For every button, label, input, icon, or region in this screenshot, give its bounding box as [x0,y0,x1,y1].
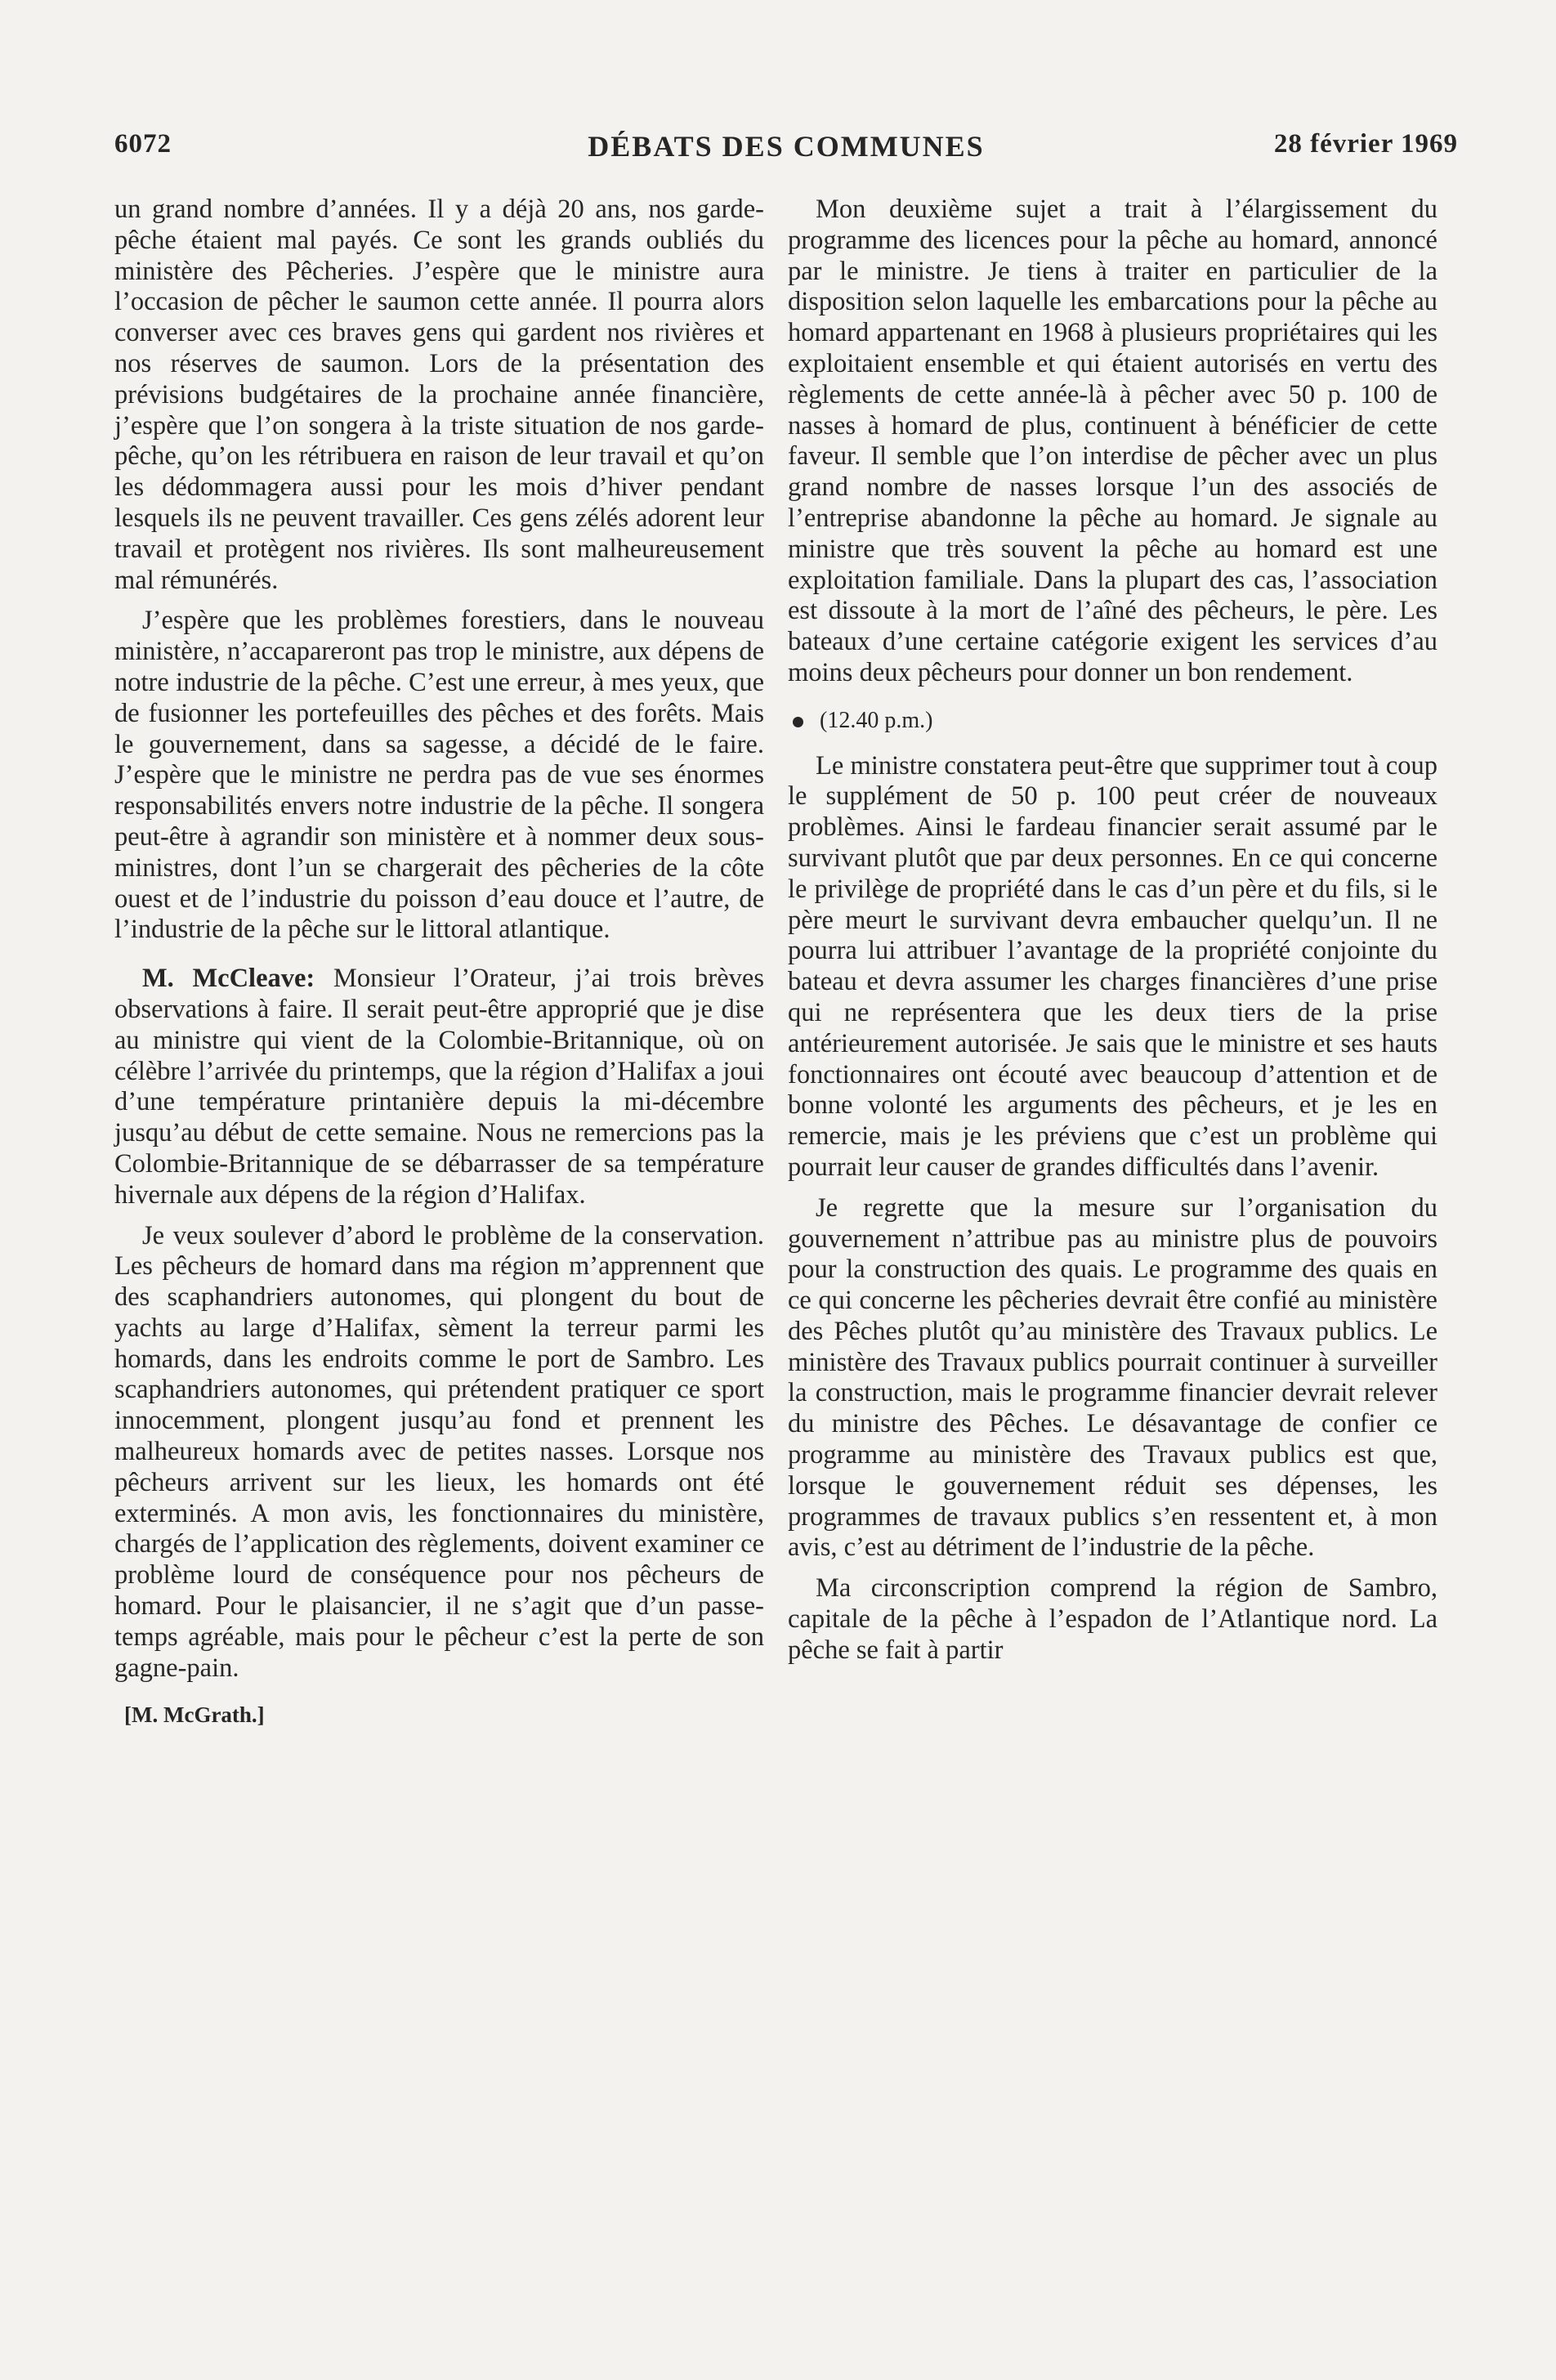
right-column [788,195,1438,1666]
right-paragraph-3: Je regrette que la mesure sur l’organisation du gouvernement n’attribue pas au ministre plus de pouvoirs pour la construction des quais. Le programme des quais en ce qui concerne les pêcheries devrait être confié au ministère des Pêches plutôt qu’au ministère des Travaux publics. Le ministère des Travaux publics pourrait continuer à surveiller la construction, mais le programme financier devrait relever du ministre des Pêches. Le désavantage de confier ce programme au ministère des Travaux publics est que, lorsque le gouvernement réduit ses dépenses, les programmes de travaux publics s’en ressentent et, à mon avis, c’est au détriment de l’industrie de la pêche. [788,1192,1438,1563]
speech-text: Monsieur l’Orateur, j’ai trois brèves observations à faire. Il serait peut-être approprié que je dise au ministre qui vient de la Colombie-Britannique, où on célèbre l’arrivée du printemps, que la région d’Halifax a joui d’une température printanière depuis la mi-décembre jusqu’au début de cette semaine. Nous ne remercions pas la Colombie-Britannique de se débarrasser de sa température hivernale aux dépens de la région d’Halifax. [114,964,765,1210]
right-paragraph-2: Le ministre constatera peut-être que supprimer tout à coup le supplément de 50 p. 100 peut créer de nouveaux problèmes. Ainsi le fardeau financier serait assumé par le survivant plutôt que par deux personnes. En ce qui concerne le privilège de propriété dans le cas d’un père et du fils, si le père meurt le survivant devra embaucher quelqu’un. Il ne pourra lui attribuer l’avantage de la propriété conjointe du bateau et devra assumer les charges financières d’une prise qui ne représentera que les deux tiers de la prise antérieurement autorisée. Je sais que le ministre et ses hauts fonctionnaires ont écouté avec beaucoup d’attention et de bonne volonté les arguments des pêcheurs, et je les en remercie, mais je les préviens que c’est un problème qui pourrait leur causer de grandes difficultés dans l’avenir. [788,750,1438,1182]
left-column [114,195,764,1731]
speech-mccleave [114,964,764,1210]
page-date: 28 février 1969 [1273,129,1458,159]
time-stamp-text: (12.40 p.m.) [820,707,933,733]
right-paragraph-4: Ma circonscription comprend la région de Sambro, capitale de la pêche à l’espadon de l’Atlantique nord. La pêche se fait à partir [788,1573,1438,1665]
page-header [114,129,1458,170]
left-paragraph-4: Je veux soulever d’abord le problème de la conservation. Les pêcheurs de homard dans ma région m’apprennent que des scaphandriers autonomes, qui plongent du bout de yachts au large d’Halifax, sèment la terreur parmi les homards, dans les endroits comme le port de Sambro. Les scaphandriers autonomes, qui prétendent pratiquer ce sport innocemment, plongent jusqu’au fond et prennent les malheureux homards avec de petites nasses. Lorsque nos pêcheurs arrivent sur les lieux, les homards ont été exterminés. A mon avis, les fonctionnaires du ministère, chargés de l’application des règlements, doivent examiner ce problème lourd de conséquence pour nos pêcheurs de homard. Pour le plaisancier, il ne s’agit que d’un passe-temps agréable, mais pour le pêcheur c’est la perte de son gagne-pain. [114,1220,764,1683]
page-number: 6072 [114,129,172,159]
publication-title: DÉBATS DES COMMUNES [588,130,985,163]
left-paragraph-2: J’espère que les problèmes forestiers, dans le nouveau ministère, n’accapareront pas trop le ministre, aux dépens de notre industrie de la pêche. C’est une erreur, à mes yeux, que de fusionner les portefeuilles des pêches et des forêts. Mais le gouvernement, dans sa sagesse, a décidé de le faire. J’espère que le ministre ne perdra pas de vue ses énormes responsabilités envers notre industrie de la pêche. Il songera peut-être à agrandir son ministère et à nommer deux sous-ministres, dont l’un se chargerait des pêcheries de la côte ouest et de l’industrie du poisson d’eau douce et l’autre, de l’industrie de la pêche sur le littoral atlantique. [114,606,764,945]
speaker-name: M. McCleave: [142,964,315,994]
left-paragraph-1: un grand nombre d’années. Il y a déjà 20 ans, nos garde-pêche étaient mal payés. Ce sont les grands oubliés du ministère des Pêcheries. J’espère que le ministre aura l’occasion de pêcher le saumon cette année. Il pourra alors converser avec ces braves gens qui gardent nos rivières et nos réserves de saumon. Lors de la présentation des prévisions budgétaires de la prochaine année financière, j’espère que l’on songera à la triste situation de nos garde-pêche, qu’on les rétribuera en raison de leur travail et qu’on les dédommagera aussi pour les mois d’hiver pendant lesquels ils ne peuvent travailler. Ces gens zélés adorent leur travail et protègent nos rivières. Ils sont malheureusement mal rémunérés. [114,195,764,595]
previous-speaker-note: [M. McGrath.] [124,1702,265,1728]
bullet-icon [793,717,803,727]
time-stamp [793,705,1438,736]
right-paragraph-1: Mon deuxième sujet a trait à l’élargissement du programme des licences pour la pêche au homard, annoncé par le ministre. Je tiens à traiter en particulier de la disposition selon laquelle les embarcations pour la pêche au homard appartenant en 1968 à plusieurs propriétaires qui les exploitaient ensemble et qui étaient autorisés en vertu des règlements de cette année-là à pêcher avec 50 p. 100 de nasses à homard de plus, continuent à bénéficier de cette faveur. Il semble que l’on interdise de pêcher avec un plus grand nombre de nasses lorsque l’un des associés de l’entreprise abandonne la pêche au homard. Je signale au ministre que très souvent la pêche au homard est une exploitation familiale. Dans la plupart des cas, l’association est dissoute à la mort de l’aîné des pêcheurs, le père. Les bateaux d’une certaine catégorie exigent les services d’au moins deux pêcheurs pour donner un bon rendement. [788,195,1438,687]
